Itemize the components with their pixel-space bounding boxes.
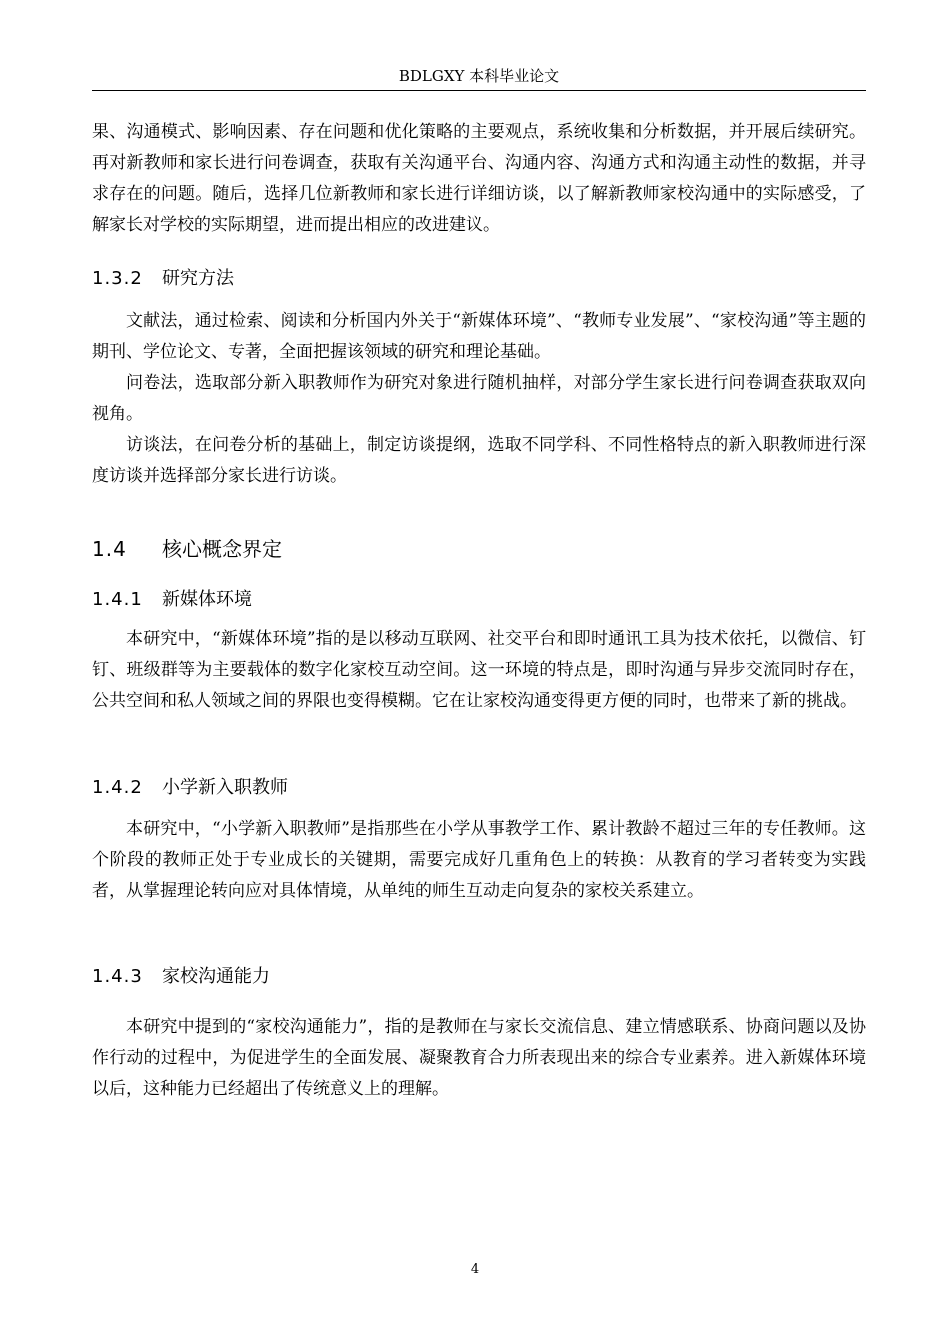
definition-communication-paragraph: 本研究中提到的“家校沟通能力”，指的是教师在与家长交流信息、建立情感联系、协商问题以及协作行动的过程中，为促进学生的全面发展、凝聚教育合力所表现出来的综合专业素养。进入新媒体环境以后，这种能力已经超出了传统意义上的理解。 [92, 1017, 866, 1099]
definition-new-media-paragraph: 本研究中，“新媒体环境”指的是以移动互联网、社交平台和即时通讯工具为技术依托，以微信、钉钉、班级群等为主要载体的数字化家校互动空间。这一环境的特点是，即时沟通与异步交流同时存在，公共空间和私人领域之间的界限也变得模糊。它在让家校沟通变得更方便的同时，也带来了新的挑战。 [92, 629, 866, 711]
page-header: BDLGXY 本科毕业论文 [398, 67, 560, 85]
page-number: 4 [470, 1262, 480, 1277]
section-number: 1.4.3 [92, 966, 143, 987]
section-heading-1-4 [92, 536, 282, 562]
method-interview-paragraph: 访谈法，在问卷分析的基础上，制定访谈提纲，选取不同学科、不同性格特点的新入职教师进行深度访谈并选择部分家长进行访谈。 [92, 435, 866, 486]
section-number: 1.4 [92, 537, 127, 561]
intro-paragraph: 果、沟通模式、影响因素、存在问题和优化策略的主要观点，系统收集和分析数据，并开展后续研究。再对新教师和家长进行问卷调查，获取有关沟通平台、沟通内容、沟通方式和沟通主动性的数据，并寻求存在的问题。随后，选择几位新教师和家长进行详细访谈，以了解新教师家校沟通中的实际感受，了解家长对学校的实际期望，进而提出相应的改进建议。 [92, 122, 866, 235]
section-title: 小学新入职教师 [162, 777, 288, 798]
section-title: 核心概念界定 [162, 537, 282, 561]
definition-new-teacher-paragraph: 本研究中，“小学新入职教师”是指那些在小学从事教学工作、累计教龄不超过三年的专任教师。这个阶段的教师正处于专业成长的关键期，需要完成好几重角色上的转换：从教育的学习者转变为实践者，从掌握理论转向应对具体情境，从单纯的师生互动走向复杂的家校关系建立。 [92, 819, 866, 901]
section-heading-1-3-2 [92, 267, 234, 291]
section-number: 1.4.1 [92, 589, 143, 610]
section-heading-1-4-2 [92, 776, 288, 800]
section-heading-1-4-1 [92, 588, 252, 612]
header-rule [92, 90, 866, 91]
method-literature-paragraph: 文献法，通过检索、阅读和分析国内外关于“新媒体环境”、“教师专业发展”、“家校沟通”等主题的期刊、学位论文、专著，全面把握该领域的研究和理论基础。 [92, 311, 866, 362]
method-survey-paragraph: 问卷法，选取部分新入职教师作为研究对象进行随机抽样，对部分学生家长进行问卷调查获取双向视角。 [92, 373, 866, 424]
section-heading-1-4-3 [92, 965, 270, 989]
section-number: 1.4.2 [92, 777, 143, 798]
section-title: 新媒体环境 [162, 589, 252, 610]
section-title: 家校沟通能力 [162, 966, 270, 987]
section-title: 研究方法 [162, 268, 234, 289]
section-number: 1.3.2 [92, 268, 143, 289]
